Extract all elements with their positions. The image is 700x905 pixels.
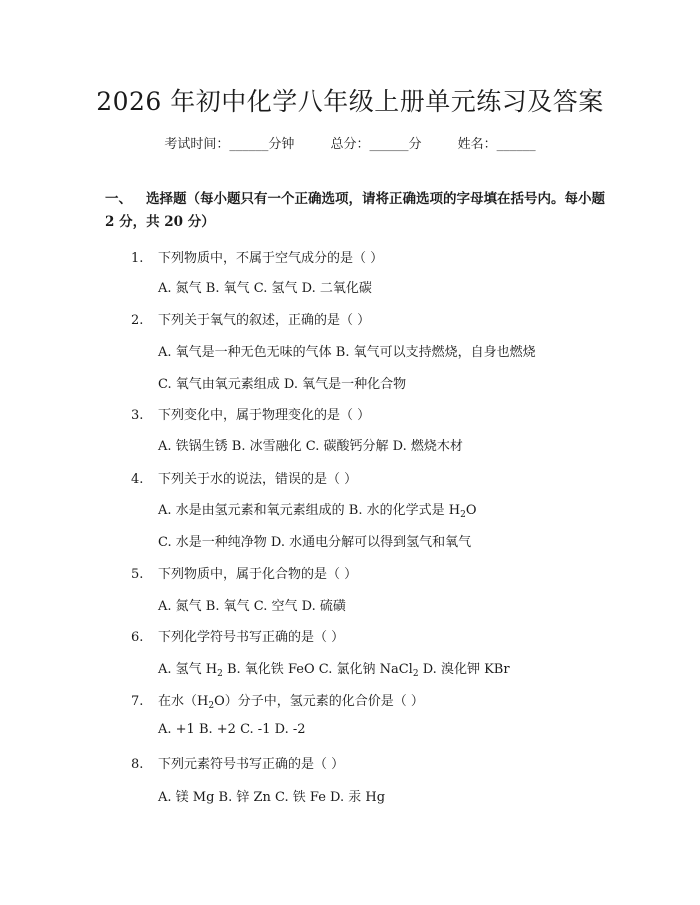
option-text: B. 氧化铁 FeO C. 氯化钠 NaCl [222,662,413,677]
option-text: A. 水是由氢元素和氧元素组成的 B. 水的化学式是 H [158,503,461,518]
exam-meta-line [0,133,700,152]
question-number: 8. [131,757,144,772]
question-4-options-line-1 [158,499,476,520]
question-text: 下列化学符号书写正确的是（ ） [158,630,345,645]
time-unit: 分钟 [268,137,295,152]
question-7 [131,690,424,711]
score-label: 总分： [330,137,370,152]
question-8 [131,753,344,772]
formula-tail: O [465,503,477,518]
question-text: 下列物质中，属于化合物的是（ ） [158,567,358,582]
score-blank: ______ [369,137,409,152]
question-number: 5. [131,567,144,582]
section-title: 选择题（每小题只有一个正确选项，请将正确选项的字母填在括号内。每小题 2 分，共 20 分） [105,191,605,230]
question-2-options-line-1: A. 氧气是一种无色无味的气体 B. 氧气可以支持燃烧，自身也燃烧 [158,345,536,360]
score-unit: 分 [408,137,422,152]
subscript: 2 [208,701,215,711]
question-text: 下列物质中，不属于空气成分的是（ ） [158,251,384,266]
name-label: 姓名： [457,137,497,152]
time-blank: ______ [229,137,269,152]
question-5-options: A. 氮气 B. 氧气 C. 空气 D. 硫磺 [158,599,346,614]
question-text-tail: O）分子中，氢元素的化合价是（ ） [214,694,424,709]
question-5 [131,563,357,582]
subscript: 2 [460,510,466,520]
question-3 [131,404,370,423]
question-text: 下列元素符号书写正确的是（ ） [158,757,345,772]
question-4-options-line-2: C. 水是一种纯净物 D. 水通电分解可以得到氢气和氧气 [158,535,472,550]
subscript: 2 [217,669,223,679]
question-text: 在水（H [158,694,209,709]
section-heading [105,188,605,234]
question-4 [131,468,357,487]
question-3-options: A. 铁锅生锈 B. 冰雪融化 C. 碳酸钙分解 D. 燃烧木材 [158,439,463,454]
exam-time [164,137,294,152]
option-text: D. 溴化钾 KBr [418,662,510,677]
question-2 [131,309,370,328]
question-number: 6. [131,630,144,645]
total-score [330,137,421,152]
student-name [458,137,536,152]
question-number: 2. [131,313,144,328]
question-number: 3. [131,408,144,423]
name-blank: ______ [496,137,536,152]
time-label: 考试时间： [164,137,230,152]
question-6-options [158,658,510,679]
question-number: 1. [131,251,144,266]
section-number: 一、 [105,191,132,207]
question-2-options-line-2: C. 氧气由氧元素组成 D. 氧气是一种化合物 [158,377,407,392]
question-number: 7. [131,694,144,709]
question-number: 4. [131,472,144,487]
question-1-options: A. 氮气 B. 氧气 C. 氢气 D. 二氧化碳 [158,281,372,296]
question-7-options: A. +1 B. +2 C. -1 D. -2 [158,722,306,737]
question-text: 下列关于氧气的叙述，正确的是（ ） [158,313,371,328]
question-6 [131,626,344,645]
question-8-options: A. 镁 Mg B. 锌 Zn C. 铁 Fe D. 汞 Hg [158,790,386,805]
question-text: 下列变化中，属于物理变化的是（ ） [158,408,371,423]
question-text: 下列关于水的说法，错误的是（ ） [158,472,358,487]
option-text: A. 氢气 H [158,662,218,677]
question-1 [131,247,383,266]
subscript: 2 [412,669,419,679]
page-title: 2026 年初中化学八年级上册单元练习及答案 [96,87,604,116]
